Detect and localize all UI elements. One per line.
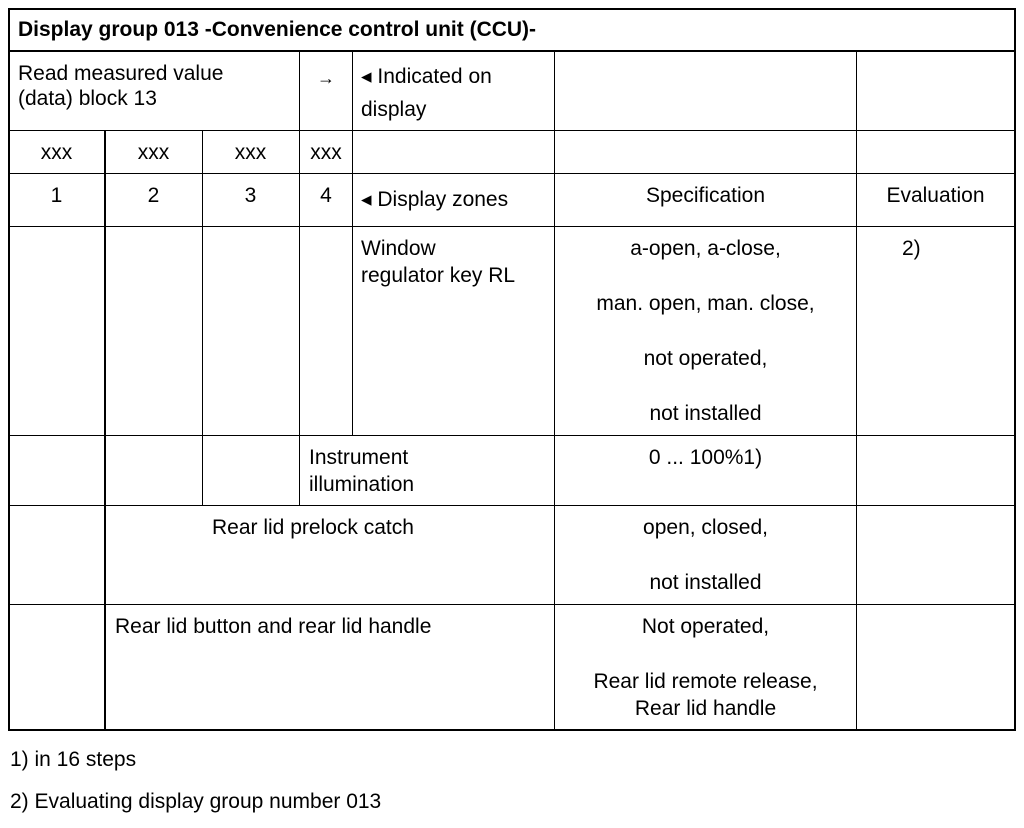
row-window-regulator-spec [555,235,856,428]
row-window-regulator-label [361,235,553,290]
spec-line: open, closed, [643,516,768,539]
table-title: Display group 013 -Convenience control unit (CCU)- [18,18,537,41]
xxx-zone-4: xxx [310,141,342,164]
indicated-line2: display [361,98,427,121]
spec-line: 0 ... 100%1) [648,446,763,469]
read-block-line2: (data) block 13 [18,87,157,110]
row-window-regulator-evaluation: 2) [902,237,921,260]
row-window-regulator-line1: Window [361,237,436,260]
read-block-label [18,60,298,113]
spec-line: Not operated, [641,615,770,638]
footnote-1: 1) in 16 steps [10,748,137,771]
zone-number-2: 2 [147,184,160,207]
indicated-on-display [361,63,551,124]
arrow-icon: → [317,68,335,88]
xxx-zone-1: xxx [40,141,73,164]
row-window-regulator-line2: regulator key RL [361,264,516,287]
zone-number-1: 1 [50,184,63,207]
spec-line: a-open, a-close, [630,237,781,260]
display-zones-label: ◂ Display zones [361,188,509,211]
row-rear-lid-button-spec [555,613,856,722]
zone-number-4: 4 [320,184,332,207]
xxx-zone-2: xxx [137,141,170,164]
read-block-line1: Read measured value [18,62,224,85]
row-rear-lid-button-label: Rear lid button and rear lid handle [115,615,432,638]
spec-line: Rear lid handle [634,697,777,720]
footnote-2: 2) Evaluating display group number 013 [10,790,382,813]
row-rear-lid-prelock-spec [555,514,856,597]
specification-header: Specification [645,184,766,207]
row-instrument-illumination-label [309,444,552,498]
row-rear-lid-prelock-label: Rear lid prelock catch [212,516,414,539]
spec-line: not operated, [643,347,768,370]
row-instrument-line2: illumination [309,473,415,496]
spec-line: not installed [649,402,762,425]
spec-line: man. open, man. close, [596,292,815,315]
row-instrument-illumination-spec [555,444,856,472]
xxx-zone-3: xxx [234,141,267,164]
spec-line: not installed [649,571,762,594]
indicated-line1: ◂ Indicated on [361,65,492,88]
spec-line: Rear lid remote release, [593,670,818,693]
evaluation-header: Evaluation [886,184,985,207]
zone-number-3: 3 [244,184,257,207]
row-instrument-line1: Instrument [309,446,409,469]
